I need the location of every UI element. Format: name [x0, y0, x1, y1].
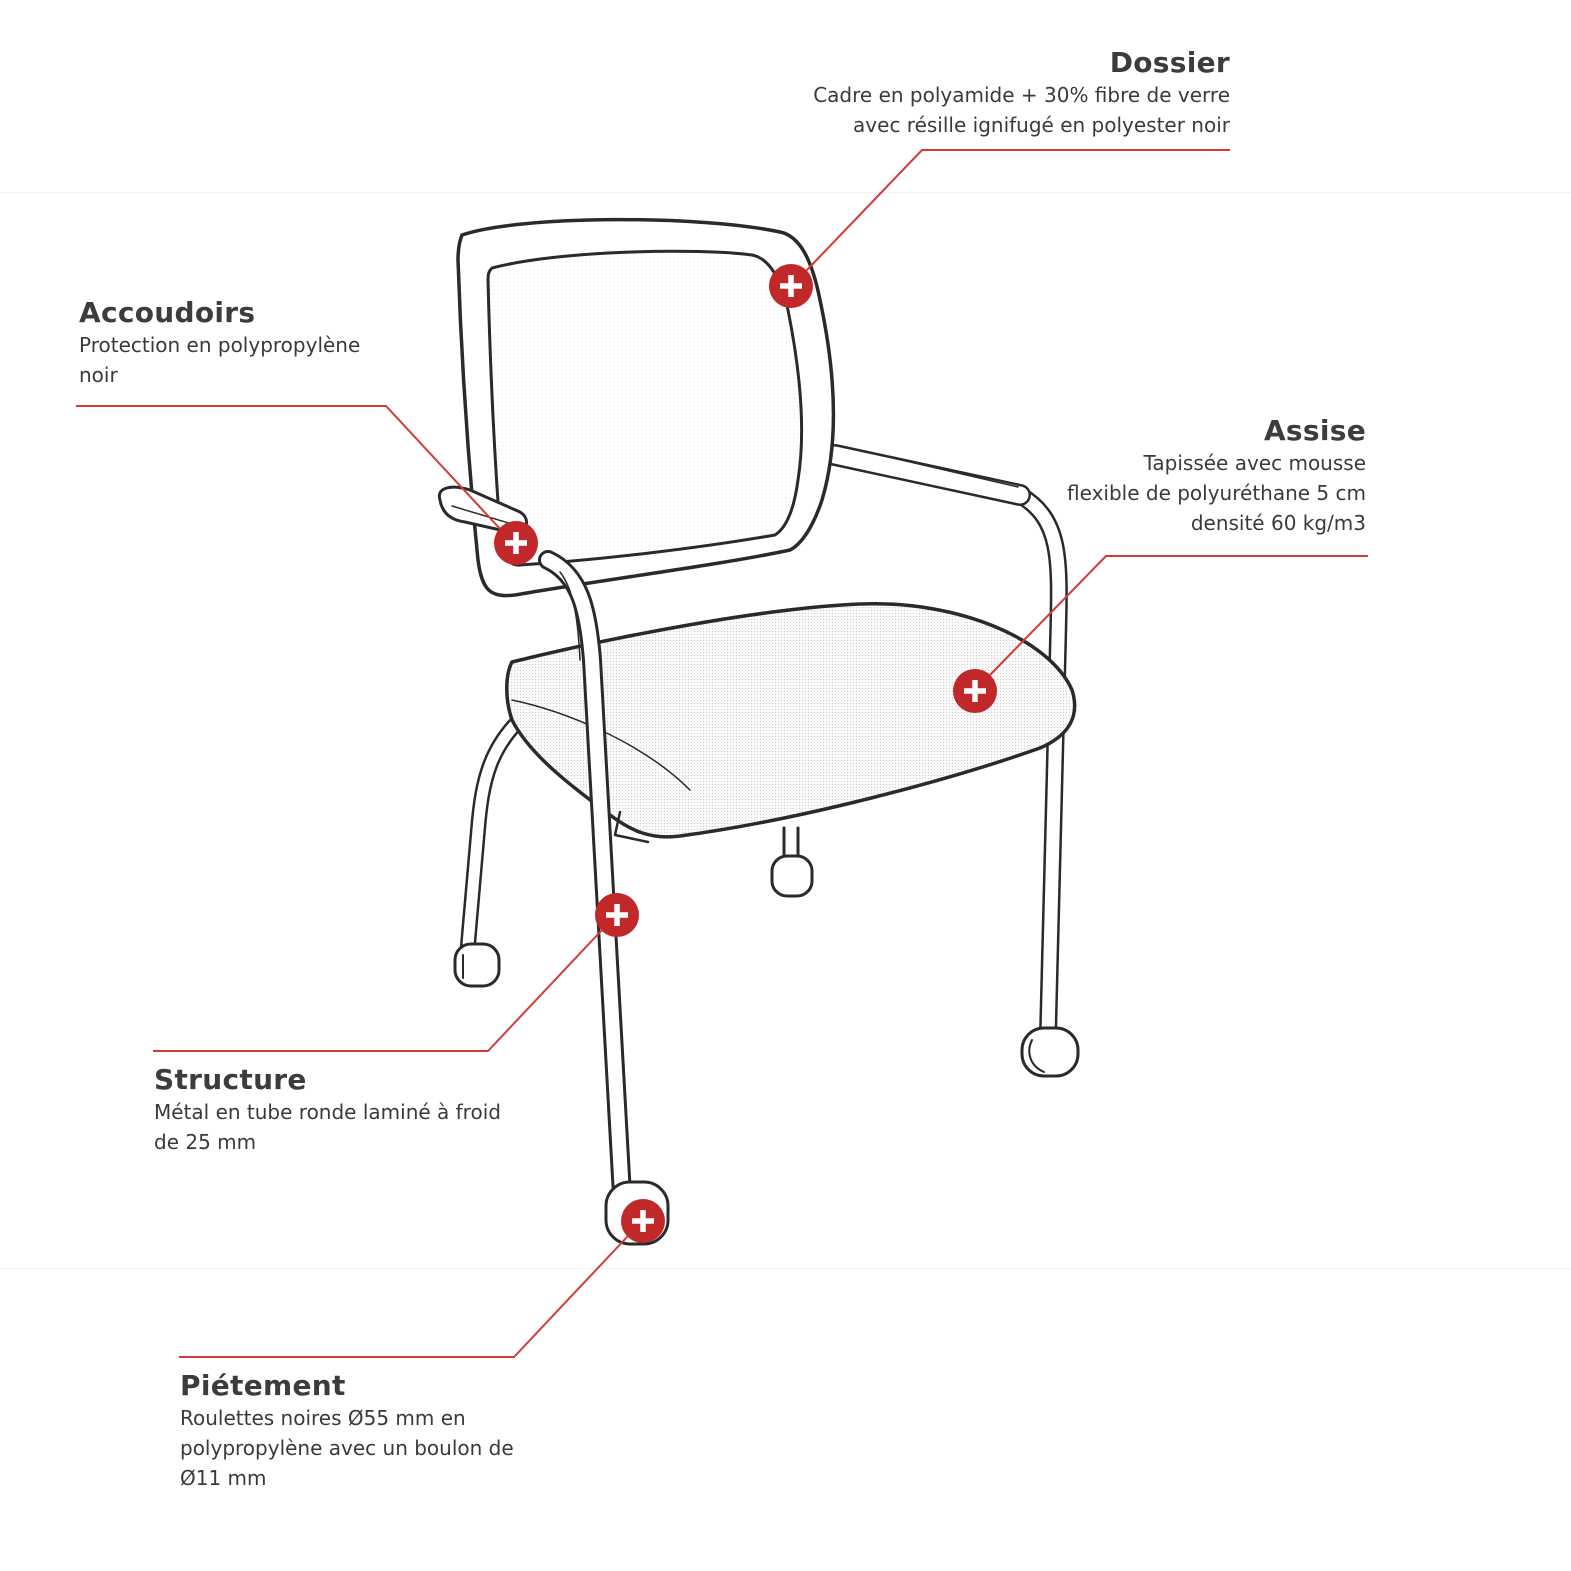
callout-structure	[154, 1063, 501, 1157]
stacking-chair-illustration	[439, 220, 1078, 1244]
dossier-description: Cadre en polyamide + 30% fibre de verre avec résille ignifugé en polyester noir	[813, 83, 1230, 137]
assise-description: Tapissée avec mousse flexible de polyuréthane 5 cm densité 60 kg/m3	[1067, 451, 1366, 535]
pietement-description: Roulettes noires Ø55 mm en polypropylène avec un boulon de Ø11 mm	[180, 1406, 514, 1490]
structure-leader-line	[153, 930, 602, 1051]
assise-title: Assise	[1263, 414, 1366, 447]
right-armrest	[835, 455, 1020, 495]
rear-left-leg	[468, 712, 528, 945]
accoudoirs-leader-line	[76, 406, 503, 532]
pietement-leader-line	[179, 1236, 628, 1357]
rear-left-caster	[455, 944, 499, 986]
hotspot-accoudoirs[interactable]	[494, 521, 538, 565]
dossier-title: Dossier	[1109, 46, 1230, 79]
callout-dossier	[813, 46, 1230, 140]
hotspot-structure[interactable]	[595, 893, 639, 937]
structure-title: Structure	[154, 1063, 307, 1096]
right-front-caster	[1022, 1028, 1078, 1076]
pietement-title: Piétement	[180, 1369, 346, 1402]
accoudoirs-description: Protection en polypropylène noir	[79, 333, 361, 387]
callout-accoudoirs	[79, 296, 360, 390]
callout-assise	[1067, 414, 1366, 538]
dossier-leader-line	[806, 150, 1230, 271]
right-leg-tube	[1020, 495, 1059, 1035]
structure-description: Métal en tube ronde laminé à froid de 25 mm	[154, 1100, 501, 1154]
hotspot-pietement[interactable]	[621, 1199, 665, 1243]
accoudoirs-title: Accoudoirs	[79, 296, 256, 329]
rear-center-caster	[772, 828, 812, 896]
hotspot-assise[interactable]	[953, 669, 997, 713]
callout-pietement	[180, 1369, 514, 1493]
hotspot-dossier[interactable]	[769, 264, 813, 308]
